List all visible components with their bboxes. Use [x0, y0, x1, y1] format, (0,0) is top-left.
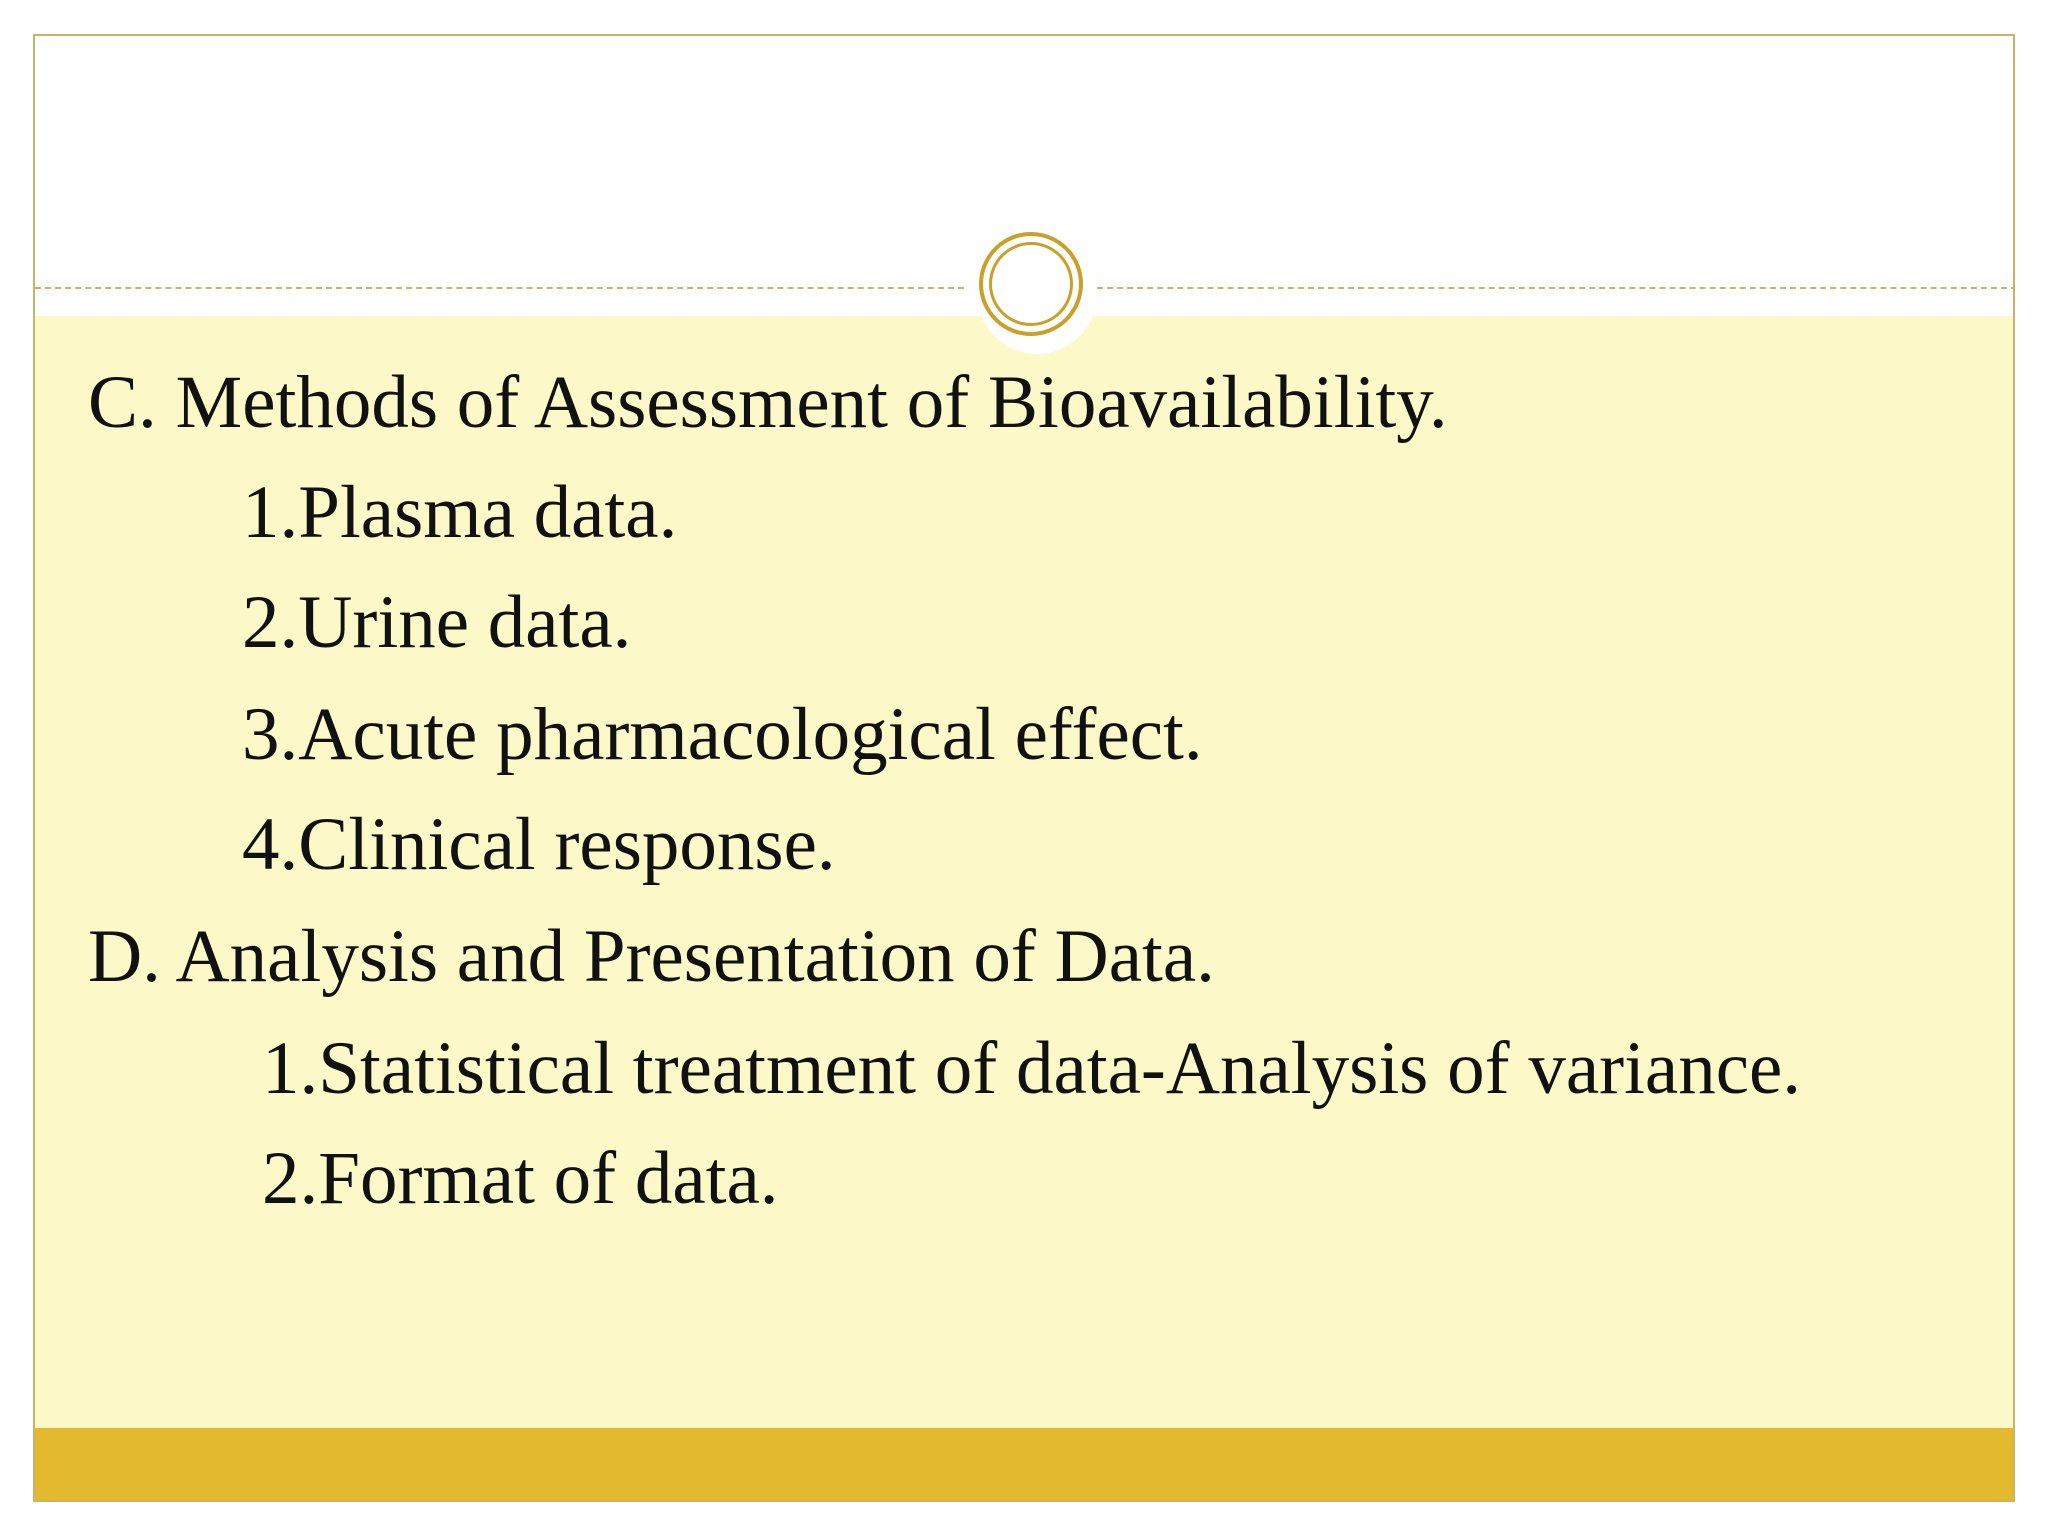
divider-line-right — [1097, 287, 2015, 289]
section-c-item-4: 4.Clinical response. — [242, 803, 836, 886]
accent-bar — [35, 1428, 2013, 1500]
section-c-item-1: 1.Plasma data. — [242, 471, 678, 554]
section-d-item-2: 2.Format of data. — [262, 1137, 779, 1220]
divider-line-left — [35, 287, 964, 289]
section-d-heading: D. Analysis and Presentation of Data. — [88, 915, 1215, 998]
section-d-item-1: 1.Statistical treatment of data-Analysis of variance. — [262, 1027, 1802, 1110]
section-c-heading: C. Methods of Assessment of Bioavailability. — [88, 361, 1448, 444]
section-c-item-2: 2.Urine data. — [242, 581, 632, 664]
section-c-item-3: 3.Acute pharmacological effect. — [242, 693, 1203, 776]
circle-ring-inner-icon — [989, 242, 1073, 326]
